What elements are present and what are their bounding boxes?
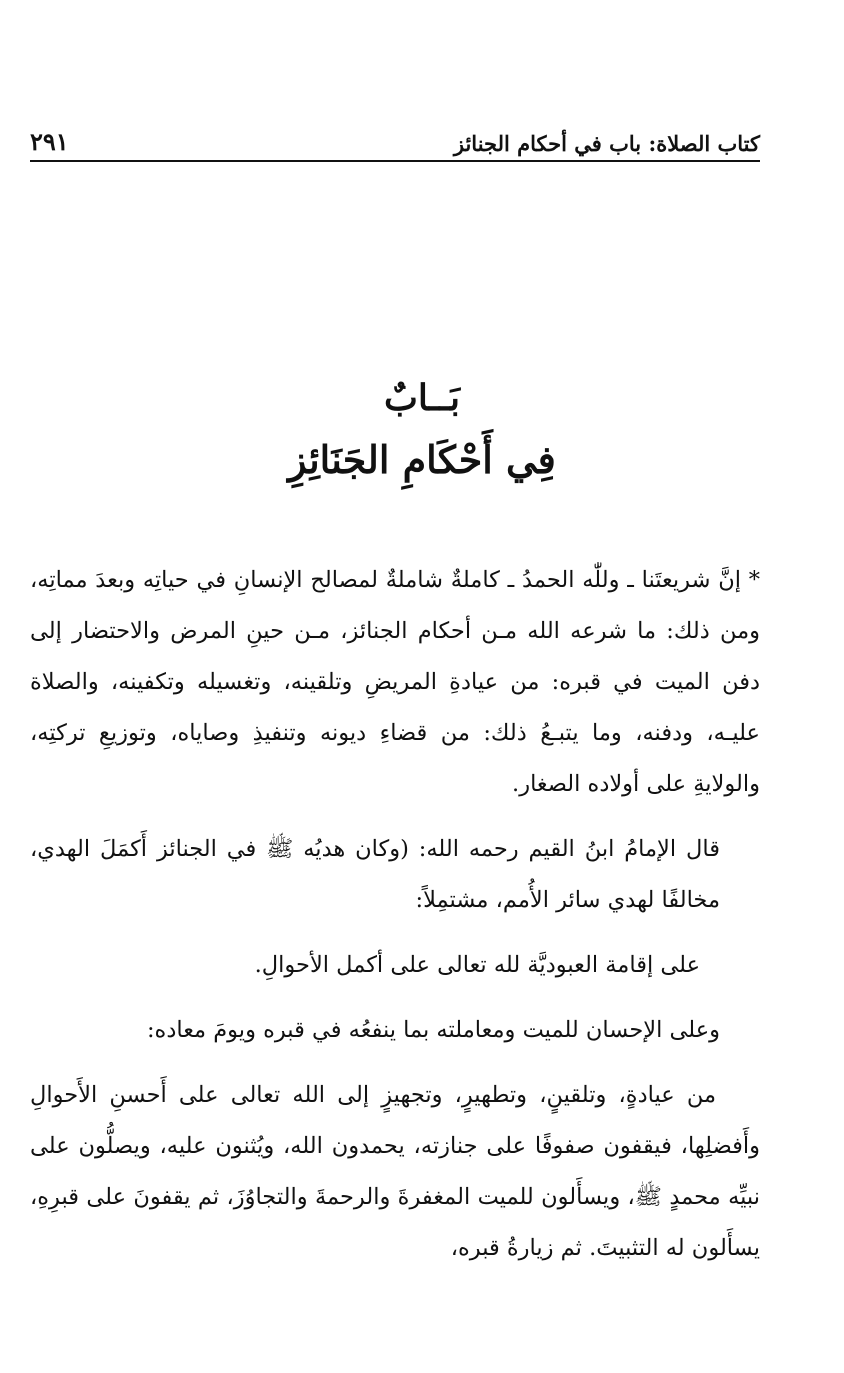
running-header bbox=[30, 118, 760, 162]
chapter-subtitle: فِي أَحْكَامِ الجَنَائِزِ bbox=[288, 437, 556, 482]
chapter-heading bbox=[0, 368, 844, 492]
body-text bbox=[30, 555, 760, 1288]
paragraph-4: وعلى الإحسان للميت ومعاملته بما ينفعُه في قبره ويومَ معاده: bbox=[146, 1017, 720, 1043]
paragraph-1: * إنَّ شريعتَنا ـ وللّٰه الحمدُ ـ كاملةٌ شاملةٌ لمصالح الإنسانِ في حياتِه وبعدَ مماتِه، ومن ذلك: ما شرعه الله مـن أحكام الجنائز، مـن حينِ المرض والاحتضار إلى دفن الميت في قبره: من عيادةِ المريضِ وتلقينه، وتغسيله وتكفينه، والصلاة عليـه، ودفنه، وما يتبـعُ ذلك: من قضاءِ ديونه وتنفيذِ وصاياه، وتوزيعِ تركتِه، والولايةِ على أولاده الصغار. bbox=[30, 567, 760, 797]
paragraph-5: من عيادةٍ، وتلقينٍ، وتطهيرٍ، وتجهيزٍ إلى الله تعالى على أَحسنِ الأَحوالِ وأَفضلِها، فيقفون صفوفًا على جنازته، يحمدون الله، ويُثنون عليه، ويصلُّون على نبيِّه محمدٍ ﷺ، ويسأَلون للميت المغفرةَ والرحمةَ والتجاوُزَ، ثم يقفونَ على قبرِهِ، يسأَلون له التثبيتَ. ثم زيارةُ قبره، bbox=[30, 1082, 760, 1261]
chapter-word: بَــابٌ bbox=[384, 377, 460, 419]
paragraph-2: قال الإمامُ ابنُ القيم رحمه الله: (وكان هديُه ﷺ في الجنائز أَكمَلَ الهدي، مخالفًا لهدي سائر الأُمم، مشتمِلاً: bbox=[30, 836, 720, 913]
header-title: كتاب الصلاة: باب في أحكام الجنائز bbox=[453, 131, 760, 156]
paragraph-3: على إقامة العبوديَّة لله تعالى على أكمل الأحوالِ. bbox=[254, 952, 700, 978]
page-number: ٢٩١ bbox=[30, 127, 69, 156]
